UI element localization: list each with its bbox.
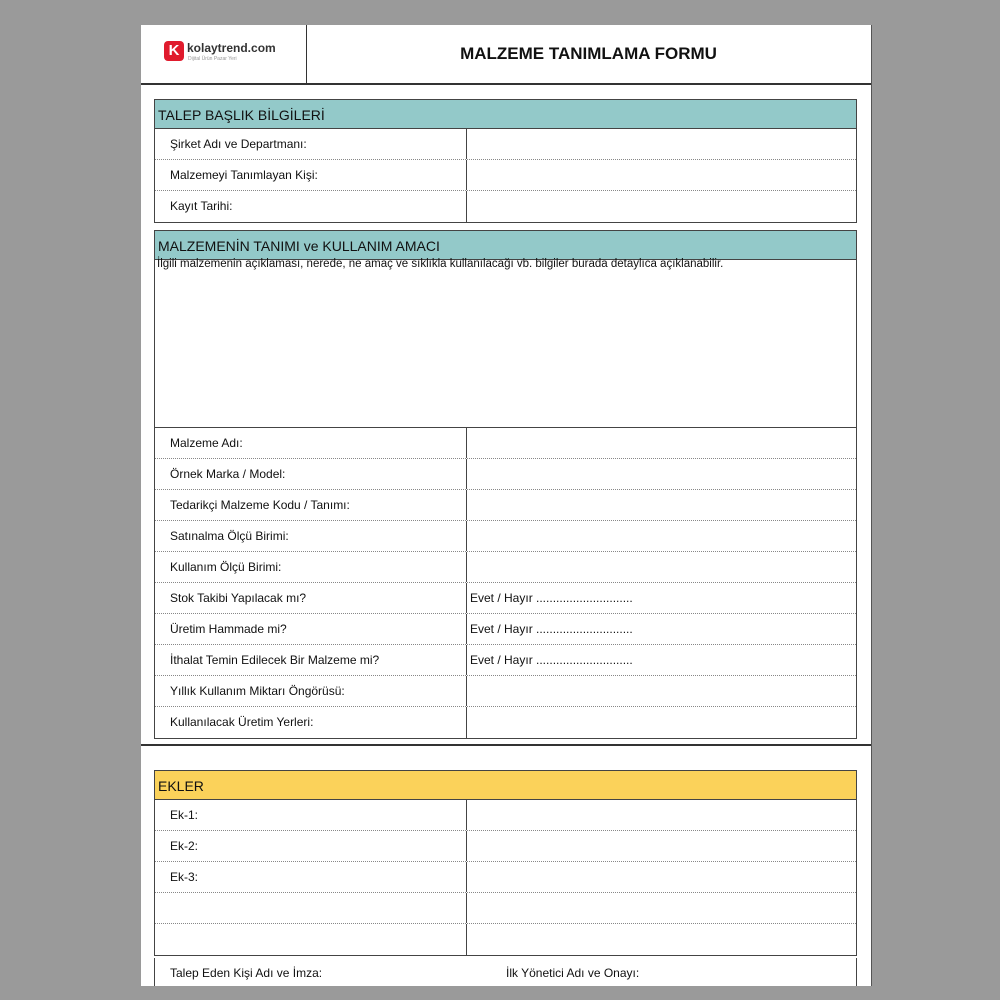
row-label: Yıllık Kullanım Miktarı Öngörüsü: <box>170 684 345 698</box>
table-row <box>155 552 856 583</box>
row-label: Malzemeyi Tanımlayan Kişi: <box>170 168 318 182</box>
row-label: Satınalma Ölçü Birimi: <box>170 529 289 543</box>
table-row <box>155 800 856 831</box>
manager-approval-label: İlk Yönetici Adı ve Onayı: <box>506 966 640 980</box>
table-row <box>155 862 856 893</box>
table-row <box>155 129 856 160</box>
section-header-material: MALZEMENİN TANIMI ve KULLANIM AMACI <box>154 230 857 260</box>
form-page <box>141 25 872 986</box>
row-label: Tedarikçi Malzeme Kodu / Tanımı: <box>170 498 350 512</box>
logo-mark: K <box>164 41 184 61</box>
row-label: Üretim Hammade mi? <box>170 622 287 636</box>
table-row <box>155 676 856 707</box>
row-label: Kayıt Tarihi: <box>170 199 233 213</box>
page-divider <box>141 744 871 746</box>
row-value[interactable]: Evet / Hayır ............................. <box>470 622 633 636</box>
row-label: İthalat Temin Edilecek Bir Malzeme mi? <box>170 653 380 667</box>
table-row <box>155 191 856 222</box>
table-row <box>155 160 856 191</box>
logo-brand: kolaytrend.com <box>187 41 276 55</box>
row-value[interactable]: Evet / Hayır ............................. <box>470 653 633 667</box>
table-row <box>155 707 856 738</box>
row-label: Ek-2: <box>170 839 199 853</box>
row-label: Örnek Marka / Model: <box>170 467 286 481</box>
table-row <box>155 645 856 676</box>
table-row <box>155 490 856 521</box>
table-row <box>155 459 856 490</box>
table-row <box>155 521 856 552</box>
signature-row <box>154 958 857 986</box>
row-value[interactable]: Evet / Hayır ............................. <box>470 591 633 605</box>
material-table <box>154 428 857 739</box>
section-header-attachments: EKLER <box>154 770 857 800</box>
form-header <box>141 25 871 85</box>
row-label: Ek-3: <box>170 870 199 884</box>
row-label: Şirket Adı ve Departmanı: <box>170 137 307 151</box>
row-label: Ek-1: <box>170 808 199 822</box>
page-title: MALZEME TANIMLAMA FORMU <box>460 44 717 63</box>
request-table <box>154 129 857 223</box>
table-row <box>155 831 856 862</box>
table-row <box>155 614 856 645</box>
table-row <box>155 428 856 459</box>
logo-tagline: Dijital Ürün Pazar Yeri <box>188 56 237 62</box>
logo <box>141 25 307 83</box>
requester-signature-label: Talep Eden Kişi Adı ve İmza: <box>170 966 323 980</box>
table-row <box>155 893 856 924</box>
row-label: Malzeme Adı: <box>170 436 243 450</box>
table-row <box>155 583 856 614</box>
row-label: Stok Takibi Yapılacak mı? <box>170 591 307 605</box>
section-header-request: TALEP BAŞLIK BİLGİLERİ <box>154 99 857 129</box>
attachments-table <box>154 800 857 956</box>
row-label: Kullanılacak Üretim Yerleri: <box>170 715 314 729</box>
description-area[interactable]: İlgili malzemenin açıklaması, nerede, ne amaç ve sıklıkla kullanılacağı vb. bilgiler burada detaylıca açıklanabilir. <box>154 255 857 428</box>
row-label: Kullanım Ölçü Birimi: <box>170 560 282 574</box>
table-row <box>155 924 856 955</box>
